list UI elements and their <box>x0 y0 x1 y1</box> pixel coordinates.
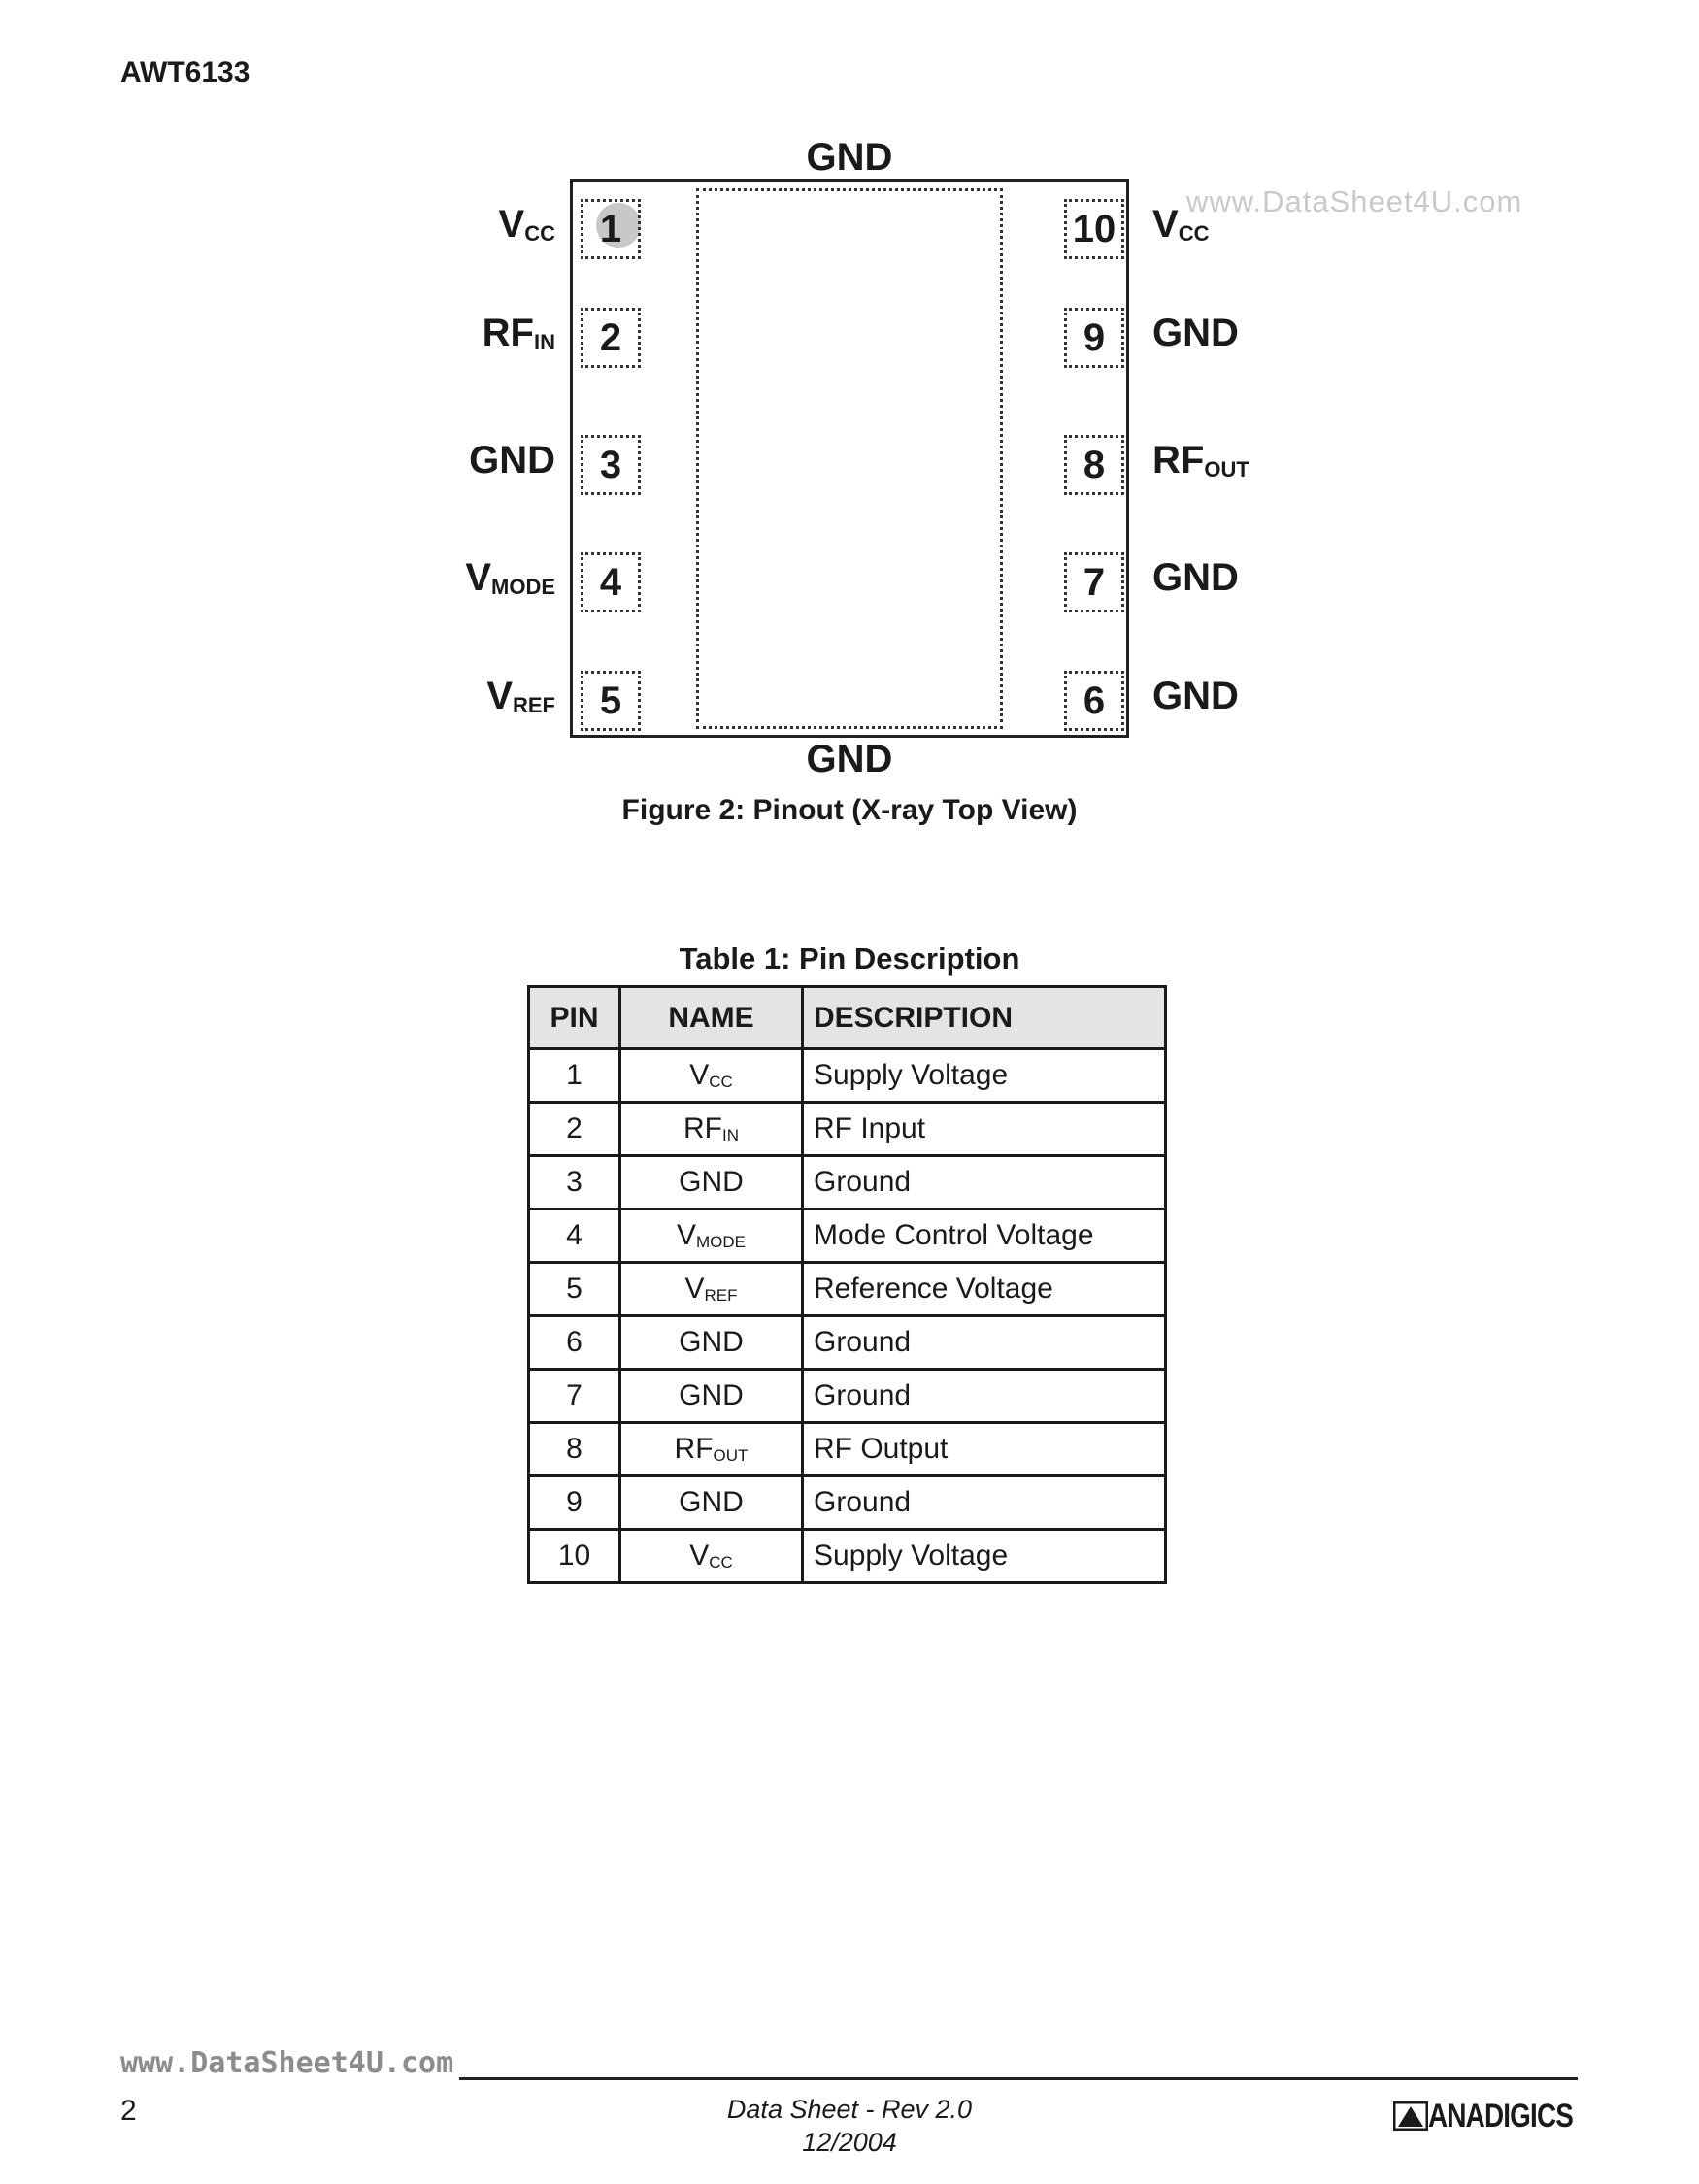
cell-description: Mode Control Voltage <box>803 1209 1166 1263</box>
anadigics-logo <box>1393 2097 1605 2135</box>
cell-name-main: V <box>676 1219 696 1251</box>
column-header-pin: PIN <box>529 987 620 1049</box>
pin-label-main: RF <box>1152 439 1205 481</box>
pin-label-6 <box>1152 675 1239 718</box>
doc-date: 12/2004 <box>802 2128 897 2157</box>
cell-pin: 5 <box>529 1263 620 1316</box>
cell-name-subscript: CC <box>709 1073 733 1092</box>
cell-pin: 1 <box>529 1049 620 1103</box>
pin-box-8: 8 <box>1064 435 1124 495</box>
pin-box-2: 2 <box>581 308 641 368</box>
table-row <box>529 1370 1166 1423</box>
cell-name-subscript: REF <box>704 1286 738 1306</box>
column-header-name: NAME <box>620 987 803 1049</box>
cell-name <box>620 1156 803 1209</box>
pin-box-5: 5 <box>581 671 641 731</box>
page-number: 2 <box>120 2095 137 2127</box>
cell-name-main: RF <box>683 1112 722 1144</box>
cell-name <box>620 1316 803 1370</box>
cell-description: RF Input <box>803 1103 1166 1156</box>
pin-label-main: RF <box>482 312 534 354</box>
cell-name-main: GND <box>679 1486 744 1518</box>
cell-description: Supply Voltage <box>803 1530 1166 1583</box>
table-row <box>529 1316 1166 1370</box>
pin-label-main: GND <box>1152 556 1239 599</box>
table-row <box>529 1263 1166 1316</box>
part-number: AWT6133 <box>120 56 250 88</box>
table-row <box>529 1156 1166 1209</box>
cell-pin: 7 <box>529 1370 620 1423</box>
cell-name-main: RF <box>674 1433 714 1465</box>
pin-label-2 <box>483 312 555 355</box>
footer-rule <box>459 2077 1578 2080</box>
pin-label-subscript: CC <box>524 220 555 246</box>
pin-label-subscript: CC <box>1178 220 1210 246</box>
pin-box-6: 6 <box>1064 671 1124 731</box>
cell-description: Reference Voltage <box>803 1263 1166 1316</box>
pin-label-main: GND <box>1152 312 1239 354</box>
cell-description: Ground <box>803 1370 1166 1423</box>
doc-revision: Data Sheet - Rev 2.0 <box>726 2095 973 2124</box>
pin-label-7 <box>1152 556 1239 600</box>
pin-label-3 <box>469 439 555 482</box>
table-row <box>529 1423 1166 1476</box>
cell-description: Ground <box>803 1316 1166 1370</box>
pin-label-subscript: MODE <box>491 574 555 599</box>
cell-pin: 2 <box>529 1103 620 1156</box>
pin-label-8 <box>1152 439 1249 482</box>
cell-name <box>620 1530 803 1583</box>
cell-name-main: V <box>684 1273 705 1305</box>
logo-mark-icon <box>1393 2101 1428 2131</box>
pin-box-3: 3 <box>581 435 641 495</box>
cell-pin: 4 <box>529 1209 620 1263</box>
table-row <box>529 1103 1166 1156</box>
pin-label-main: GND <box>1152 675 1239 717</box>
column-header-description: DESCRIPTION <box>803 987 1166 1049</box>
pin-box-1: 1 <box>581 199 641 259</box>
pin-label-10 <box>1152 203 1209 247</box>
pin-label-1 <box>499 203 555 247</box>
table-row <box>529 1476 1166 1530</box>
footer-watermark: www.DataSheet4U.com <box>120 2046 454 2080</box>
cell-name-main: GND <box>679 1326 744 1358</box>
cell-name-subscript: MODE <box>696 1233 746 1252</box>
cell-name-main: V <box>689 1539 710 1572</box>
cell-pin: 6 <box>529 1316 620 1370</box>
cell-name-subscript: CC <box>709 1553 733 1572</box>
cell-name <box>620 1423 803 1476</box>
cell-description: Supply Voltage <box>803 1049 1166 1103</box>
pinout-top-label: GND <box>806 136 893 179</box>
pin-label-subscript: IN <box>534 329 555 354</box>
cell-name-subscript: IN <box>722 1126 739 1145</box>
cell-name <box>620 1103 803 1156</box>
watermark-text: www.DataSheet4U.com <box>1186 184 1523 218</box>
pin-label-main: GND <box>469 439 555 481</box>
pin-label-main: V <box>498 203 525 246</box>
pin-box-10: 10 <box>1064 199 1124 259</box>
table-row <box>529 1530 1166 1583</box>
cell-name <box>620 1049 803 1103</box>
cell-name <box>620 1263 803 1316</box>
pin-description-table <box>527 985 1167 1584</box>
pin-label-subscript: REF <box>513 692 555 717</box>
pin-label-subscript: OUT <box>1204 456 1249 481</box>
cell-name-main: GND <box>679 1166 744 1198</box>
cell-name-subscript: OUT <box>713 1446 749 1466</box>
pin-label-main: V <box>465 556 491 599</box>
cell-pin: 3 <box>529 1156 620 1209</box>
pin-label-9 <box>1152 312 1239 355</box>
pinout-bottom-label: GND <box>806 738 893 780</box>
cell-name-main: V <box>689 1059 710 1091</box>
pin-label-main: V <box>486 675 513 717</box>
table-row <box>529 1049 1166 1103</box>
table-row <box>529 1209 1166 1263</box>
logo-text: ANADIGICS <box>1428 2097 1574 2134</box>
table-header-row <box>529 987 1166 1049</box>
cell-name-main: GND <box>679 1379 744 1411</box>
cell-name <box>620 1370 803 1423</box>
table-title: Table 1: Pin Description <box>679 942 1020 976</box>
figure-caption: Figure 2: Pinout (X-ray Top View) <box>621 794 1078 826</box>
cell-description: Ground <box>803 1156 1166 1209</box>
pin-label-main: V <box>1152 203 1179 246</box>
cell-name <box>620 1476 803 1530</box>
cell-pin: 10 <box>529 1530 620 1583</box>
cell-description: RF Output <box>803 1423 1166 1476</box>
exposed-paddle <box>696 188 1003 729</box>
pin-box-4: 4 <box>581 552 641 612</box>
cell-pin: 9 <box>529 1476 620 1530</box>
pin-box-9: 9 <box>1064 308 1124 368</box>
cell-description: Ground <box>803 1476 1166 1530</box>
pin-label-5 <box>486 675 555 718</box>
pin-box-7: 7 <box>1064 552 1124 612</box>
pin-label-4 <box>465 556 555 600</box>
cell-pin: 8 <box>529 1423 620 1476</box>
cell-name <box>620 1209 803 1263</box>
